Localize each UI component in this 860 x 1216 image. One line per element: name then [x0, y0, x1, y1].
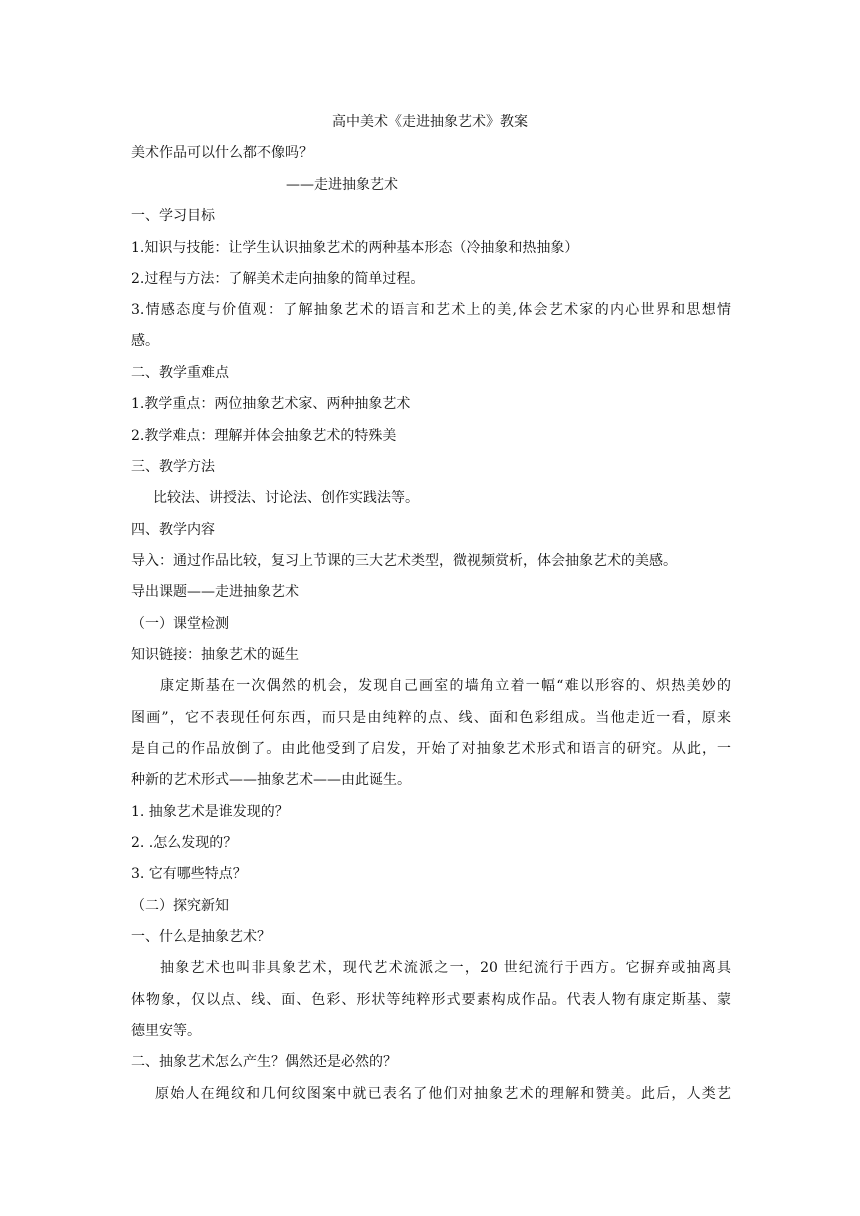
- question-1: 1. 抽象艺术是谁发现的？: [131, 804, 289, 820]
- paragraph-3-line-1: 原始人在绳纹和几何纹图案中就已表名了他们对抽象艺术的理解和赞美。此后，人类艺: [155, 1086, 731, 1102]
- intro-line-2: 导出课题——走进抽象艺术: [131, 584, 299, 600]
- intro-line-1: 导入：通过作品比较，复习上节课的三大艺术类型，微视频赏析，体会抽象艺术的美感。: [131, 553, 677, 569]
- paragraph-1-line-3: 是自己的作品放倒了。由此他受到了启发，开始了对抽象艺术形式和语言的研究。从此，一: [131, 741, 731, 757]
- section-heading-methods: 三、教学方法: [131, 459, 215, 475]
- paragraph-1-line-4: 种新的艺术形式——抽象艺术——由此诞生。: [131, 772, 411, 788]
- key-point-item-1: 1.教学重点：两位抽象艺术家、两种抽象艺术: [131, 396, 411, 412]
- objective-item-2: 2.过程与方法：了解美术走向抽象的简单过程。: [131, 271, 425, 287]
- document-title: 高中美术《走进抽象艺术》教案: [332, 114, 528, 130]
- paragraph-1-line-2: 图画”，它不表现任何东西，而只是由纯粹的点、线、面和色彩组成。当他走近一看，原来: [131, 710, 731, 726]
- part-heading-class-check: （一）课堂检测: [131, 616, 229, 632]
- paragraph-2-line-3: 德里安等。: [131, 1023, 201, 1039]
- key-point-item-2: 2.教学难点：理解并体会抽象艺术的特殊美: [131, 428, 397, 444]
- question-2: 2. .怎么发现的？: [131, 835, 238, 851]
- question-3: 3. 它有哪些特点？: [131, 866, 247, 882]
- knowledge-link: 知识链接：抽象艺术的诞生: [131, 647, 299, 663]
- objective-item-3-line-1: 3.情感态度与价值观：了解抽象艺术的语言和艺术上的美,体会艺术家的内心世界和思想情: [131, 302, 731, 318]
- paragraph-1-line-1: 康定斯基在一次偶然的机会，发现自己画室的墙角立着一幅“难以形容的、炽热美妙的: [160, 678, 731, 694]
- part-heading-explore: （二）探究新知: [131, 898, 229, 914]
- sub-heading-origin: 二、抽象艺术怎么产生？偶然还是必然的？: [131, 1054, 397, 1070]
- lead-question: 美术作品可以什么都不像吗？: [131, 145, 313, 161]
- paragraph-2-line-2: 体物象，仅以点、线、面、色彩、形状等纯粹形式要素构成作品。代表人物有康定斯基、蒙: [131, 992, 731, 1008]
- section-heading-key-points: 二、教学重难点: [131, 365, 229, 381]
- section-heading-objectives: 一、学习目标: [131, 208, 215, 224]
- objective-item-1: 1.知识与技能：让学生认识抽象艺术的两种基本形态（冷抽象和热抽象）: [131, 240, 579, 256]
- paragraph-2-line-1: 抽象艺术也叫非具象艺术，现代艺术流派之一，20 世纪流行于西方。它摒弃或抽离具: [160, 960, 731, 976]
- methods-body: 比较法、讲授法、讨论法、创作实践法等。: [153, 490, 419, 506]
- sub-heading-what-is: 一、什么是抽象艺术？: [131, 929, 271, 945]
- document-subtitle: ——走进抽象艺术: [286, 177, 398, 193]
- section-heading-content: 四、教学内容: [131, 522, 215, 538]
- objective-item-3-line-2: 感。: [131, 333, 159, 349]
